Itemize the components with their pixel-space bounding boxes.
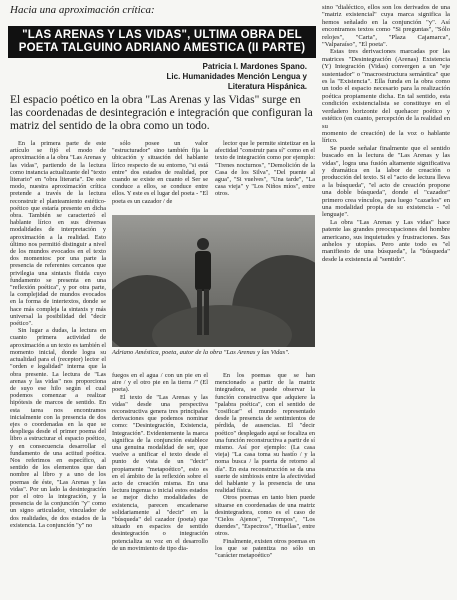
paragraph: lector que le permite sintetizar en la afectidad "construir para sí" como en el texto de integración como por ejemplo: "Trenes nocturnos", "Demolición de la Casa de los Silva", "Del puente al agua", "Si vuelves", "Una tarde", "La casa vieja" y "Los Niños míos", entre otros. [215,140,315,198]
kicker: Hacia una aproximación crítica: [10,4,155,16]
headline-line-2: POETA TALGUINO ADRIANO AMESTICA (II PARTE) [18,42,306,54]
photo-caption: Adriano Améstica, poeta, autor de la obra "Las Arenas y las Vidas". [112,349,290,356]
person-figure-icon [190,235,216,339]
paragraph: Estas tres derivaciones marcadas por las matrices "Desintegración (Arenas) Existencia (Y) Integración (Vidas) convergen a un "eje sustentador" o "macroestructura semántica" que es la "Existencia". Ella funda en la obra como un todo el espacio necesario para la realización poética propiamente dicha. En tal sentido, esta condición existencialista se constituye en el verdadero horizonte del quehacer poético y estético (en cuanto, percepción de la realidad en su [322,48,450,130]
paragraph: fuegos en el agua / con un pie en el aire / y el otro pie en la tierra /" (El poeta). [112,372,208,394]
byline [77,62,307,92]
paragraph: Otros poemas en tanto bien puede situarse en coordenadas de una matriz desintegradora, como es el caso de "Cielos Ajenos", "Trompos", "Los duendes", "Espectros", "Huellas", entre otros. [215,494,315,538]
byline-credential: Lic. Humanidades Mención Lengua y [166,72,307,81]
paragraph: Se puede señalar finalmente que el sentido buscado en la lectura de "Las Arenas y las vidas", logra una fusión altamente significativa y dramática en la labor de creación o producción del texto. Si el "acto de lectura lleva a la búsqueda", "el acto de creación propone una doble búsqueda", donde el "cazador" primero crea vínculos, para luego "cazarlos" en una modalidad propia de su existencia - "el lenguaje". [322,144,450,219]
lead-paragraph: El espacio poético en la obra "Las Arenas y las Vidas" surge en las coordenadas de desintegración e integración que configuran la matriz del sentido de la obra como un todo. [10,94,313,132]
paragraph: La obra "Las Arenas y Las vidas" hace patente las grandes preocupaciones del hombre americano, sus inquietudes y frustraciones. Sus anhelos y utopías. Pero ante todo es "el manifiesto de una búsqueda", la "búsqueda" desde la existencia al "sentido". [322,218,450,263]
column-4 [322,4,450,596]
paragraph: Sin lugar a dudas, la lectura en cuanto primera actividad de aproximación a un texto es también el momento inicial, donde logra su actualidad para el (receptor) lector el "orden e legalidad" interna que la obra presente. La lectura de "Las arenas y las vidas" nos proporciona de suyo ese hilo según el cual podemos comenzar a realizar hipótesis de marcos de sentido. En esta tarea nos encontramos inicialmente con la presencia de dos ejes o coordenadas en la que se despliega desde el primer poema del libro a estructurar el espacio poético, y en consecuencia desarrollar el fundamento de una actitud poética. Nos referimos en específico, al sentido de los elementos que dan nombre al libro y a uno de los poemas de éste, "Las Arenas y las vidas". Por un lado la desintegración por el otro la integración, y la presencia de la conjunción "y" como un signo articulador, vinculador de dos realidades, de dos estados de la existencia. La conjunción "y" no [10,327,106,529]
paragraph: En la primera parte de este artículo se fijó el modo de aproximación a la obra "Las Arenas y las vidas", partiendo de la lectura como instancia actualizante del "texto literario" en "obra literaria". De este modo, nuestra aproximación crítica pretende a través de la lectura reconstruir el planteamiento estético-poético que estaría presente en dicha obra. También se caracterizó el hablante lírico en sus diversas modalidades de interpretación y aproximación a la realidad. Esto último nos permitió distinguir a nivel de los mundos evocados en el texto dos momentos: por una parte la presencia de referentes cercanos que privilegia una sintaxis fluida cuyo fundamento se presenta en una "reflexión poética", y por otra parte, la complejidad de mundos evocados en la forma de intertextos, donde se hace más compleja la sintaxis y más universal la posibilidad del "decir poético". [10,140,106,328]
byline-credential-2: Literatura Hispánica. [227,82,307,91]
headline-box [8,26,316,58]
paragraph: En los poemas que se han mencionado a partir de la matriz integradora, se puede observar la función constructiva que adquiere la "palabra poética", con el sentido de "cosificar" el mundo representado desde la presencia de sentimientos de pérdida, de ausencias. El "decir poético" desplegado aquí se focaliza en una función reconstructiva a partir de sí mismo. Así por ejemplo: (La casa vieja) "La casa toma su hastío / y la noma busca / la puerta de retorno al día". En esta reconstrucción se da una suerte de simbiosis entre la afectividad del hablante y la presencia de una realidad física. [215,372,315,495]
paragraph: El texto de "Las Arenas y las vidas" desde una perspectiva reconstructiva genera tres principales derivaciones que podemos nominar como: "Desintegración, Existencia, Integración". Evidentemente la marca significa de la conjunción establece una genuina modalidad de ser, que vuelve a unificar el texto desde el punto de vista de un "decir" propiamente "metapoético", esto es en el ámbito de la reflexión sobre el acto de creación misma. En una lectura ingenua o inicial estos estados se mejor dicho modalidades de existencia, parecen encadenarse solidariamente al "decir" en la "búsqueda" del cazador (poeta) que situado en espacios de sentido desintegración o integración potencializa su voz en el desarrollo de un movimiento de tipo dia- [112,393,208,552]
paragraph: sino "dialéctico, ellos son los derivados de una "matriz existencial" cuya marca significa la hemos señalado en la conjunción "y". Así encontramos textos como "Si preguntas", "Sólo relojes", "Carta", "Plaza Cajamarca", "Valparaíso", "El poeta". [322,4,450,49]
paragraph: momento de creación) de la voz o hablante lírico. [322,129,450,145]
paragraph: Finalmente, existen otros poemas en los que se patentiza no sólo un "carácter metapoético" [215,537,315,560]
paragraph: sólo posee un valor "estructurador" sino también fija la ubicación y situación del hablante lírico respecto de su entorno, "si está entre" dos estados de realidad, por cuando se existe en cuanto el Ser se conduce a ellos, se conduce entre ellos. Y este es el lugar del poeta - "El poeta es un cazador / de [112,140,208,205]
byline-author: Patricia I. Mardones Spano. [202,62,307,71]
column-3-bottom [215,372,315,595]
headline-line-1: "LAS ARENAS Y LAS VIDAS", ULTIMA OBRA DEL [22,29,302,41]
column-2-top [112,140,208,212]
column-2-bottom [112,372,208,595]
author-photo [112,215,315,347]
column-1 [10,140,106,595]
column-3-top [215,140,315,212]
